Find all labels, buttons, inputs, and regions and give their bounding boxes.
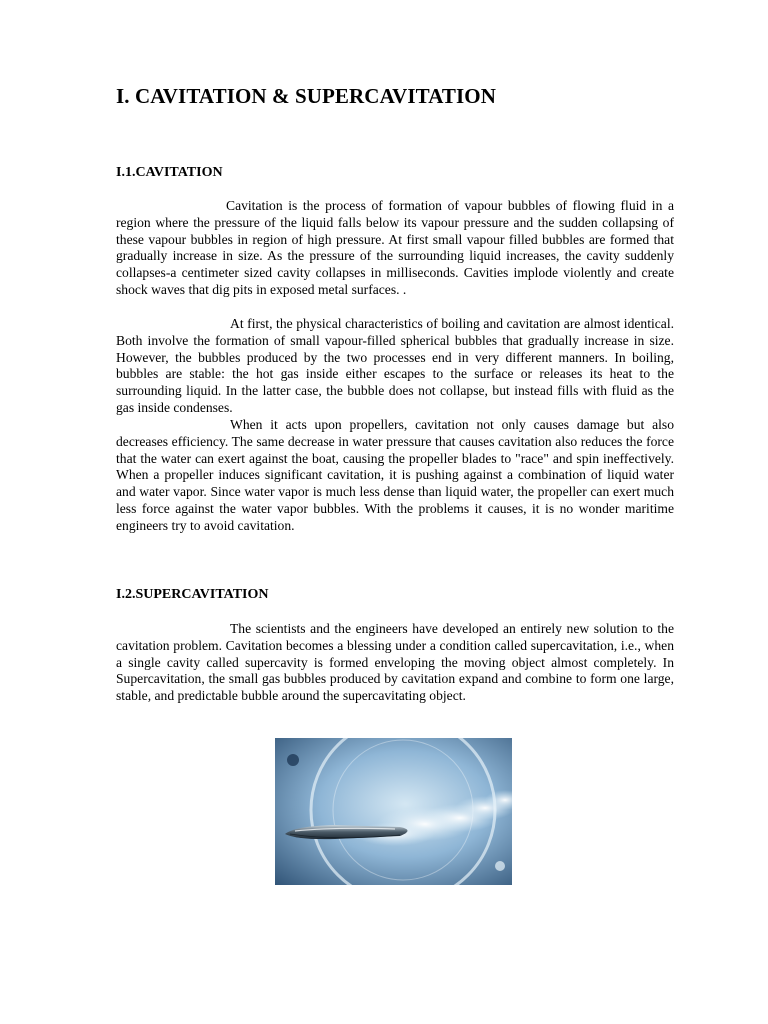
cavitation-paragraph-2 (116, 316, 674, 417)
supercavitation-paragraph (116, 621, 674, 705)
cavitation-paragraph-2-text: At first, the physical characteristics of boiling and cavitation are almost identical. Both involve the formation of small vapour-filled spherical bubbles that gradually increase in size. However, the bubbles produced by the two processes end in very different manners. In boiling, bubbles are stable: the hot gas inside either escapes to the surface or releases its heat to the surrounding liquid. In the latter case, the bubble does not collapse, but instead fills with fluid as the gas inside condenses. (116, 316, 674, 415)
supercavitation-paragraph-text: The scientists and the engineers have developed an entirely new solution to the cavitation problem. Cavitation becomes a blessing under a condition called supercavitation, i.e., when a single cavity called supercavity is formed enveloping the moving object almost completely. In Supercavitation, the small gas bubbles produced by cavitation expand and combine to form one large, stable, and predictable bubble around the supercavitating object. (116, 621, 674, 703)
supercavitation-photo (275, 738, 512, 885)
cavitation-paragraph-1 (116, 198, 674, 299)
cavitation-paragraph-1-text: Cavitation is the process of formation of vapour bubbles of flowing fluid in a region where the pressure of the liquid falls below its vapour pressure and the sudden collapsing of these vapour bubbles in region of high pressure. At first small vapour filled bubbles are formed that gradually increase in size. As the pressure of the surrounding liquid increases, the cavity suddenly collapses-a centimeter sized cavity collapses in milliseconds. Cavities implode violently and create shock waves that dig pits in exposed metal surfaces. . (116, 198, 674, 297)
cavitation-paragraph-3 (116, 417, 674, 534)
cavitation-paragraph-3-text: When it acts upon propellers, cavitation not only causes damage but also decreases efficiency. The same decrease in water pressure that causes cavitation also reduces the force that the water can exert against the boat, causing the propeller blades to "race" and spin ineffectively. When a propeller induces significant cavitation, it is pushing against a combination of liquid water and water vapor. Since water vapor is much less dense than liquid water, the propeller can exert much less force against the water vapor bubbles. With the problems it causes, it is no wonder maritime engineers try to avoid cavitation. (116, 417, 674, 533)
page-title: I. CAVITATION & SUPERCAVITATION (116, 84, 497, 108)
supercavitation-photo-graphic (275, 738, 512, 885)
section-heading-supercavitation: I.2.SUPERCAVITATION (116, 587, 269, 602)
section-heading-cavitation: I.1.CAVITATION (116, 165, 223, 180)
